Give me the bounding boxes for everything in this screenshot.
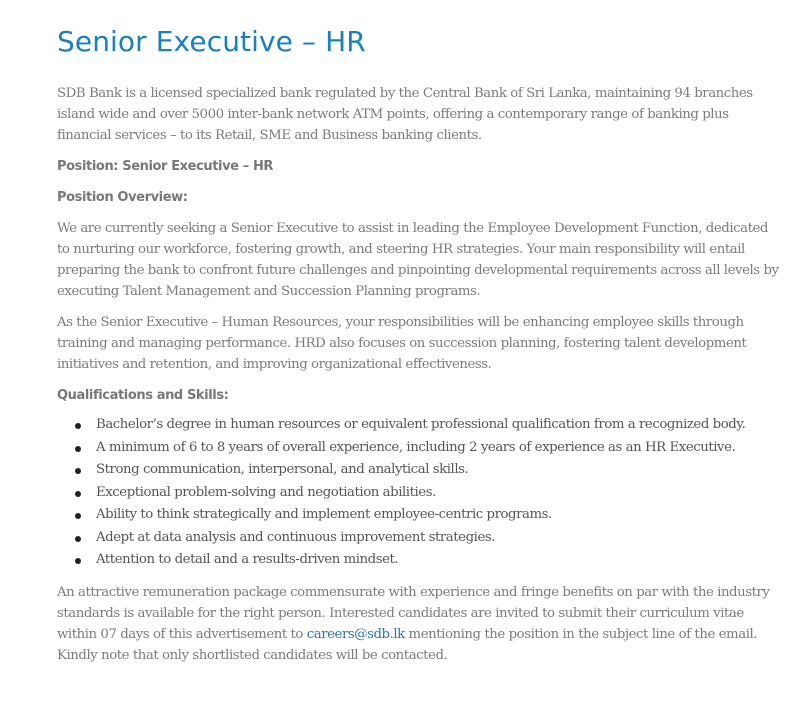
bullet-icon: [75, 468, 81, 474]
list-item-text: Bachelor’s degree in human resources or equivalent professional qualification from a recognized body.: [96, 417, 746, 432]
job-posting: [57, 22, 779, 666]
bullet-icon: [75, 446, 81, 452]
list-item-text: Adept at data analysis and continuous improvement strategies.: [96, 529, 496, 545]
list-item: [96, 459, 779, 482]
bullet-icon: [75, 536, 81, 542]
list-item: [96, 549, 779, 572]
email-link[interactable]: careers@sdb.lk: [306, 626, 405, 642]
list-item-text: Exceptional problem-solving and negotiation abilities.: [96, 484, 436, 500]
qualifications-list: [57, 414, 779, 572]
closing-text-start: An attractive remuneration package commensurate with experience and fringe benefits on par with the industry standards is available for the right person. Interested candidates are invited to submit their curriculum vitae within 07 days of this advertisement to: [57, 584, 770, 642]
list-item-text: Strong communication, interpersonal, and analytical skills.: [96, 462, 469, 477]
list-item: [96, 414, 779, 437]
list-item: [96, 527, 779, 550]
overview-paragraph-1: We are currently seeking a Senior Executive to assist in leading the Employee Development Function, dedicated to nurturing our workforce, fostering growth, and steering HR strategies. Your main responsibility will entail preparing the bank to confront future challenges and pinpointing developmental requirements across all levels by executing Talent Management and Succession Planning programs.: [57, 221, 779, 299]
bullet-icon: [75, 558, 81, 564]
intro-paragraph: SDB Bank is a licensed specialized bank regulated by the Central Bank of Sri Lanka, maintaining 94 branches island wide and over 5000 inter-bank network ATM points, offering a contemporary range of banking plus financial services – to its Retail, SME and Business banking clients.: [57, 86, 753, 143]
closing-text-end: mentioning the position in the subject line of the email. Kindly note that only shortlisted candidates will be contacted.: [57, 626, 758, 663]
overview-paragraph-2: As the Senior Executive – Human Resources, your responsibilities will be enhancing employee skills through training and managing performance. HRD also focuses on succession planning, fostering talent development initiatives and retention, and improving organizational effectiveness.: [57, 315, 747, 372]
list-item: [96, 504, 779, 527]
list-item: [96, 482, 779, 505]
bullet-icon: [75, 423, 81, 429]
closing-paragraph: [57, 582, 779, 666]
list-item: [96, 437, 779, 460]
page-title: Senior Executive – HR: [57, 25, 366, 58]
list-item-text: A minimum of 6 to 8 years of overall experience, including 2 years of experience as an HR Executive.: [96, 439, 736, 455]
position-label: Position: Senior Executive – HR: [57, 159, 274, 174]
overview-label: Position Overview:: [57, 190, 188, 205]
list-item-text: Attention to detail and a results-driven mindset.: [96, 552, 399, 567]
list-item-text: Ability to think strategically and implement employee-centric programs.: [96, 507, 552, 522]
bullet-icon: [75, 491, 81, 497]
qualifications-label: Qualifications and Skills:: [57, 388, 229, 403]
bullet-icon: [75, 513, 81, 519]
